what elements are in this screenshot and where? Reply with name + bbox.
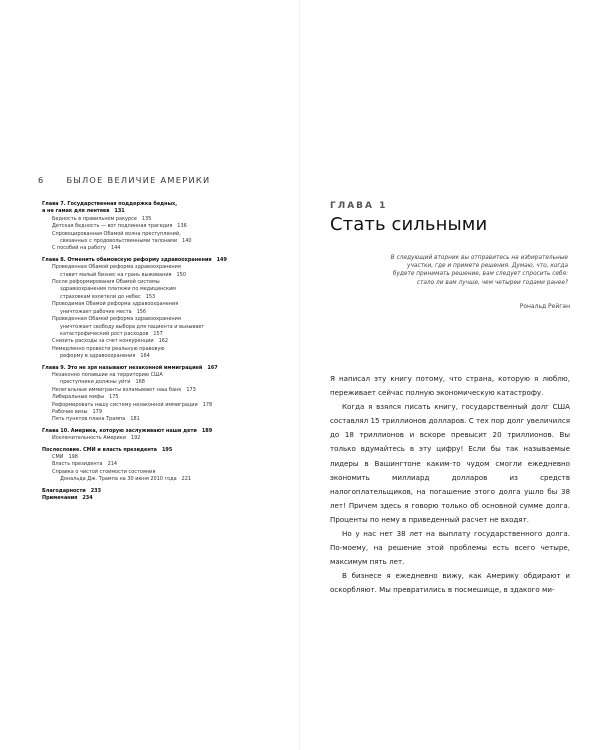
toc-section-entry: [42, 331, 292, 338]
toc-page-number: 234: [82, 495, 93, 502]
toc-page-number: 156: [136, 308, 147, 315]
toc-section-entry: [42, 469, 292, 476]
toc-chapter-entry: [42, 428, 292, 435]
toc-chapter-entry: [42, 488, 292, 495]
toc-section-entry: [42, 476, 292, 483]
epigraph-author: Рональд Рейган: [519, 303, 570, 310]
toc-page-number: 157: [153, 330, 163, 337]
toc-section-entry: [42, 409, 292, 416]
toc-page-number: 131: [114, 208, 125, 215]
toc-section-entry: [42, 279, 292, 286]
toc-entry-text: реформу в здравоохранения: [60, 353, 136, 360]
toc-section-entry: [42, 316, 292, 323]
toc-page-number: 173: [186, 386, 196, 393]
toc-page-number: 221: [181, 476, 192, 483]
toc-page-number: 140: [182, 238, 192, 245]
toc-section-entry: [42, 454, 292, 461]
toc-entry-text: Бедность в правильном ракурсе: [52, 215, 137, 222]
toc-section-entry: [42, 346, 292, 353]
toc-entry-text: Либеральные мифы: [52, 394, 105, 401]
toc-section-entry: [42, 324, 292, 331]
toc-page-number: 144: [111, 245, 121, 252]
toc-page-number: 153: [145, 293, 156, 300]
toc-entry-text: Примечания: [42, 495, 78, 502]
toc-section-entry: [42, 416, 292, 423]
toc-entry-text: С пособий на работу: [52, 245, 106, 252]
toc-chapter-entry: [42, 201, 292, 208]
toc-page-number: 135: [141, 215, 152, 222]
toc-page-number: 150: [176, 271, 186, 278]
toc-entry-text: катастрофический рост расходов: [60, 330, 149, 337]
body-paragraph: Я написал эту книгу потому, что страна, которую я люблю, переживает сейчас полную экономическую катастрофу.: [330, 374, 570, 398]
toc-entry-text: ставит малый бизнес на грань выживания: [60, 271, 172, 278]
toc-entry-text: Детская бедность — вот подлинная трагедия: [52, 223, 173, 230]
toc-section-entry: [42, 402, 292, 409]
toc-entry-text: Незаконно попавшие на территорию США: [52, 371, 163, 378]
toc-entry-text: Глава 8. Отменить обамовскую реформу здравоохранения: [42, 256, 212, 263]
toc-page-number: 179: [92, 408, 102, 415]
toc-entry-text: Глава 10. Америка, которую заслуживают наши дети: [42, 427, 197, 434]
toc-entry-text: После реформирования Обамой системы: [52, 279, 160, 286]
toc-page-number: 192: [130, 435, 141, 442]
toc-section-entry: [42, 272, 292, 279]
toc-section-entry: [42, 353, 292, 360]
toc-chapter-entry: [42, 208, 292, 215]
toc-page-number: 178: [202, 401, 213, 408]
toc-page-number: 149: [216, 256, 227, 263]
toc-entry-text: Глава 9. Это не зря называют незаконной иммиграцией: [42, 364, 203, 371]
body-paragraph: В бизнесе я ежедневно вижу, как Америку обдирают и оскорбляют. Мы превратились в посмешище, в здакого ми-: [330, 571, 570, 595]
chapter-title: Стать сильными: [330, 214, 488, 235]
toc-entry-text: Проведенная Обамой реформа здравоохранения: [52, 264, 181, 271]
body-paragraph: Но у нас нет 38 лет на выплату государственного долга. По-моему, на решение этой проблемы есть всего четыре, максимум пять лет.: [330, 529, 570, 567]
toc-entry-text: уничтожает рабочие места: [60, 308, 132, 315]
toc-section-entry: [42, 231, 292, 238]
toc-entry-text: а не гамак для лентяев: [42, 208, 110, 215]
toc-page-number: 181: [130, 416, 140, 423]
toc-chapter-entry: [42, 365, 292, 372]
running-head: [38, 175, 210, 185]
toc-entry-text: Послесловие. СМИ и власть президента: [42, 446, 157, 453]
toc-entry-text: здравоохранения платежи по медицинским: [60, 286, 176, 293]
toc-entry-text: Благодарности: [42, 487, 86, 494]
toc-page-number: 175: [109, 394, 119, 401]
body-text: [330, 372, 570, 598]
toc-section-entry: [42, 301, 292, 308]
toc-page-number: 198: [68, 454, 78, 460]
toc-page-number: 162: [158, 338, 169, 345]
body-paragraph: Когда я взялся писать книгу, государственный долг США составлял 15 триллионов долларов. С тех пор долг увеличился до 18 триллионов и вскоре превысит 20 триллионов. Вы только вдумайтесь в эту цифру! Если бы так называемые лидеры в Вашингтоне каким-то чудом смогли ежедневно экономить миллиард долларов из средств налогоплательщиков, на погашение этого долга ушло бы 38 лет! Причем здесь я говорю только об основной сумме долга. Проценты по нему в приведенный расчет не входят.: [330, 402, 570, 524]
toc-entry-text: страховкам взлетели до небес: [60, 293, 141, 300]
toc-entry-text: Исключительность Америки: [52, 435, 126, 442]
toc-entry-text: Дональда Дж. Трампа на 30 июня 2010 года: [60, 476, 177, 483]
toc-chapter-entry: [42, 495, 292, 502]
toc-entry-text: Глава 7. Государственная поддержка бедных,: [42, 201, 178, 207]
toc-section-entry: [42, 286, 292, 293]
toc-section-entry: [42, 379, 292, 386]
toc-entry-text: Немедленно провести реальную правовую: [52, 345, 165, 352]
toc-entry-text: Реформировать нашу систему незаконной иммиграции: [52, 401, 198, 408]
toc-entry-text: Нелегальные иммигранты взламывают наш банк: [52, 386, 182, 393]
toc-page-number: 233: [90, 487, 102, 494]
toc-page-number: 164: [140, 353, 150, 360]
toc-section-entry: [42, 264, 292, 271]
toc-page-number: 168: [135, 379, 145, 386]
epigraph: В следующий вторник вы отправитесь на избирательные участки, где и примете решения. Думаю, что, когда будете принимать решение, вам следует спросить себя: стало ли вам лучше, чем четыреи годами ранее?: [390, 255, 568, 286]
toc-entry-text: Спровоцированная Обамой волна преступлений,: [52, 230, 181, 237]
toc-section-entry: [42, 435, 292, 442]
toc-entry-text: Проводимая Обамой реформа здравоохранения: [52, 301, 179, 308]
toc-entry-text: Власть президента: [52, 461, 103, 468]
toc-page-number: 136: [177, 223, 187, 230]
toc-section-entry: [42, 245, 292, 252]
toc-chapter-entry: [42, 447, 292, 454]
toc-page-number: 195: [161, 446, 173, 453]
toc-page-number: 214: [107, 461, 118, 468]
table-of-contents: [42, 201, 292, 502]
toc-entry-text: Проведенная Обамой реформа здравоохранения: [52, 316, 181, 323]
toc-entry-text: уничтожает свободу выбора для пациента и вызывает: [60, 323, 205, 330]
toc-section-entry: [42, 338, 292, 345]
running-head-title: БЫЛОЕ ВЕЛИЧИЕ АМЕРИКИ: [66, 175, 211, 185]
toc-section-entry: [42, 223, 292, 230]
toc-entry-text: преступники должны уйти: [60, 379, 131, 386]
toc-entry-text: Справка о чистой стоимости состояния: [52, 468, 156, 475]
page-number: 6: [38, 175, 45, 185]
toc-entry-text: Рабочие визы: [52, 408, 88, 415]
toc-entry-text: СМИ: [52, 454, 64, 460]
toc-section-entry: [42, 309, 292, 316]
toc-entry-text: Снизить расходы за счет конкуренции: [52, 338, 154, 345]
chapter-label: ГЛАВА 1: [330, 201, 388, 211]
toc-section-entry: [42, 461, 292, 468]
toc-entry-text: Пять пунктов плана Трампа: [52, 416, 126, 423]
toc-entry-text: связанных с продовольственными талонами: [60, 238, 178, 245]
toc-page-number: 167: [207, 364, 218, 371]
toc-section-entry: [42, 394, 292, 401]
toc-page-number: 189: [201, 427, 213, 434]
